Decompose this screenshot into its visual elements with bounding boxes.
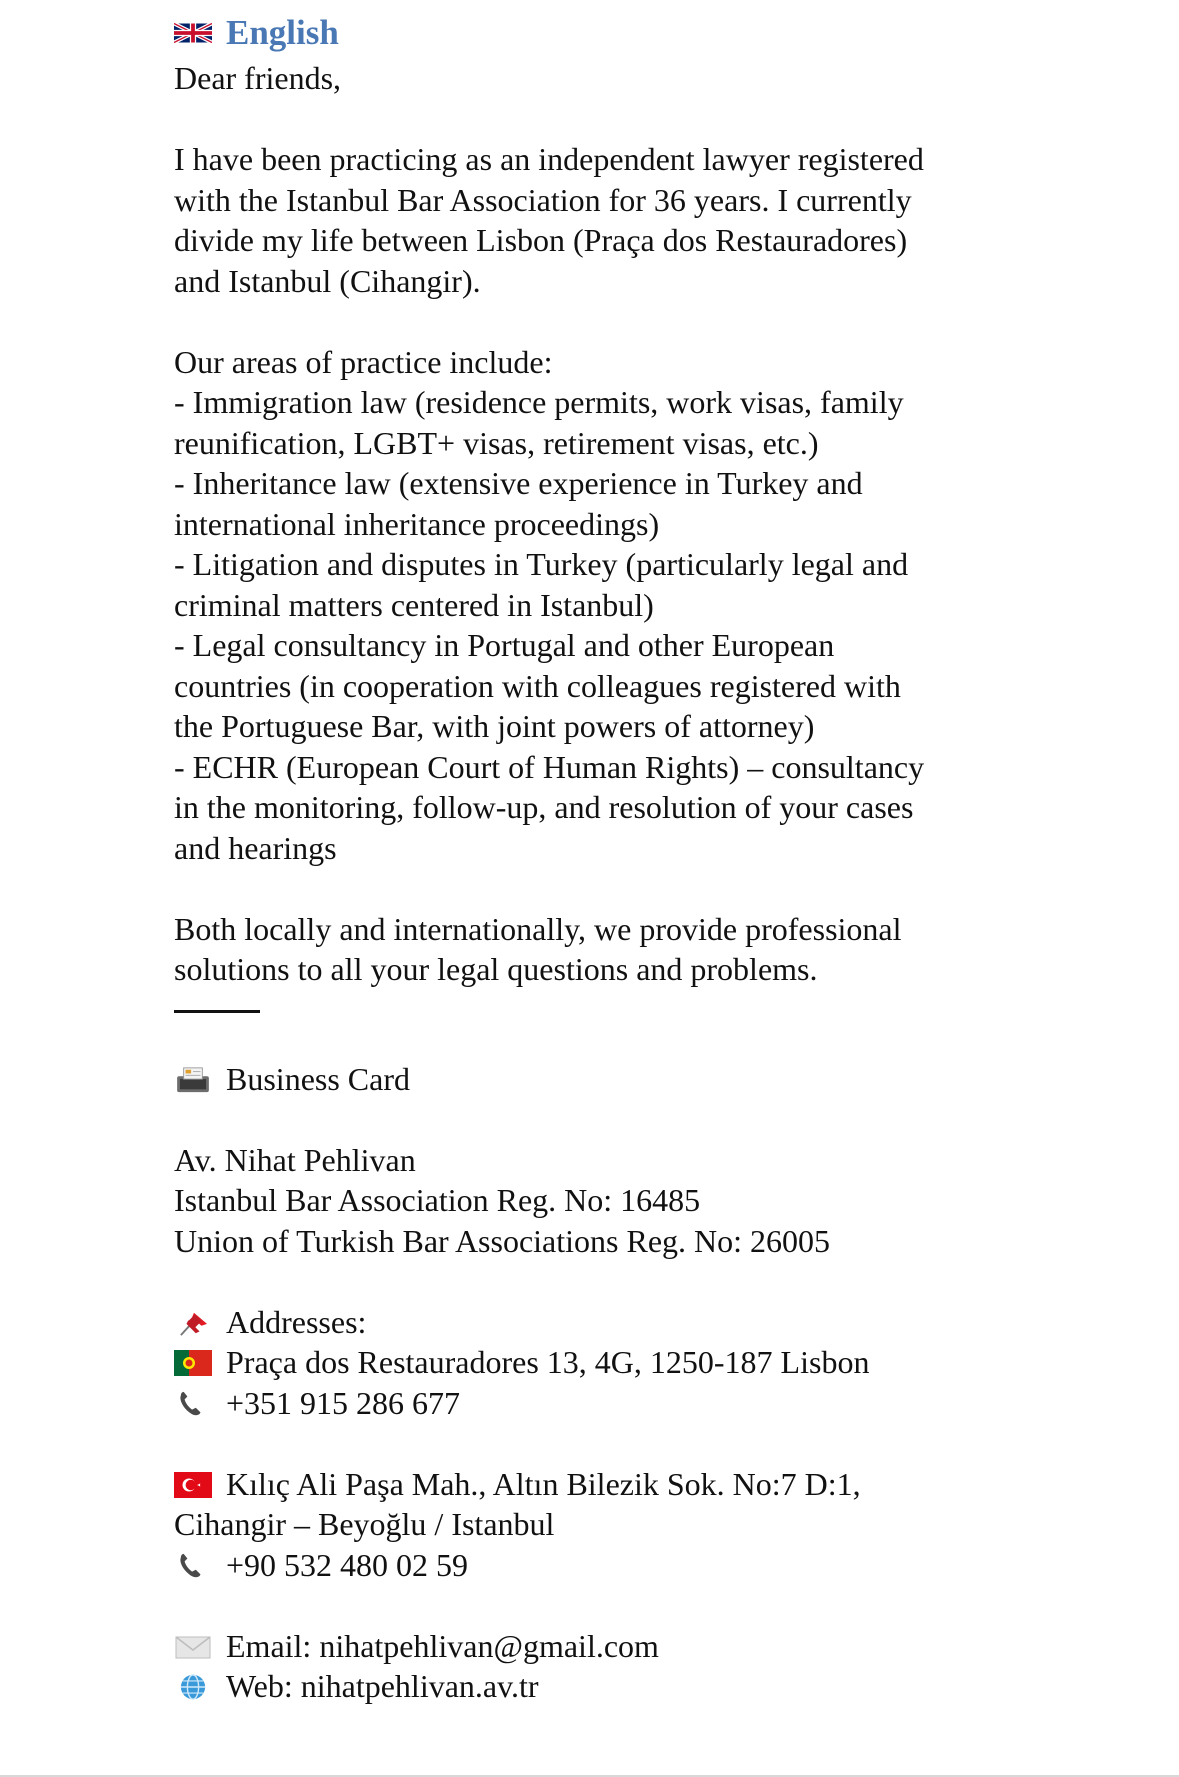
area-line: - Legal consultancy in Portugal and other European	[174, 627, 835, 663]
globe-icon	[174, 1673, 212, 1701]
area-line: criminal matters centered in Istanbul)	[174, 586, 654, 623]
lisbon-phone[interactable]: +351 915 286 677	[226, 1384, 461, 1421]
closing-paragraph	[174, 909, 1054, 990]
card-index-icon	[174, 1066, 212, 1094]
document-body	[174, 8, 1054, 1707]
istanbul-phone[interactable]: +90 532 480 02 59	[226, 1546, 469, 1583]
area-line: and hearings	[174, 829, 337, 866]
intro-line: divide my life between Lisbon (Praça dos Restauradores)	[174, 222, 908, 258]
phone-icon	[174, 1390, 212, 1418]
addresses-label: Addresses:	[226, 1303, 367, 1340]
section-heading	[174, 8, 1054, 58]
area-line: - Immigration law (residence permits, work visas, family	[174, 384, 904, 420]
card-title: Business Card	[226, 1060, 410, 1097]
business-card	[174, 1059, 1054, 1707]
card-title-row	[174, 1059, 1054, 1100]
envelope-icon	[174, 1633, 212, 1661]
area-line: countries (in cooperation with colleagues registered with	[174, 667, 901, 704]
areas-intro: Our areas of practice include:	[174, 343, 553, 380]
area-line: reunification, LGBT+ visas, retirement visas, etc.)	[174, 424, 819, 461]
area-line: - Inheritance law (extensive experience in Turkey and	[174, 465, 863, 501]
lawyer-name: Av. Nihat Pehlivan	[174, 1141, 416, 1178]
intro-paragraph	[174, 139, 1054, 301]
union-registration: Union of Turkish Bar Associations Reg. No: 26005	[174, 1222, 831, 1259]
turkey-flag-icon	[174, 1471, 212, 1499]
email-link[interactable]: Email: nihatpehlivan@gmail.com	[226, 1627, 659, 1664]
heading-label: English	[226, 12, 339, 52]
uk-flag-icon	[174, 19, 212, 47]
intro-line: and Istanbul (Cihangir).	[174, 262, 481, 299]
intro-line: with the Istanbul Bar Association for 36 years. I currently	[174, 181, 912, 218]
area-line: in the monitoring, follow-up, and resolution of your cases	[174, 789, 914, 825]
istanbul-phone-row[interactable]	[174, 1545, 1054, 1586]
web-link[interactable]: Web: nihatpehlivan.av.tr	[226, 1668, 539, 1704]
lisbon-address-row	[174, 1342, 1054, 1383]
intro-line: I have been practicing as an independent lawyer registered	[174, 141, 924, 177]
bar-registration: Istanbul Bar Association Reg. No: 16485	[174, 1182, 701, 1218]
closing-line: Both locally and internationally, we provide professional	[174, 910, 902, 947]
area-line: - ECHR (European Court of Human Rights) – consultancy	[174, 748, 925, 785]
portugal-flag-icon	[174, 1349, 212, 1377]
area-line: international inheritance proceedings)	[174, 505, 660, 542]
email-row[interactable]	[174, 1626, 1054, 1667]
pushpin-icon	[174, 1309, 212, 1337]
addresses-row	[174, 1302, 1054, 1343]
area-line: - Litigation and disputes in Turkey (particularly legal and	[174, 546, 909, 582]
istanbul-address-row	[174, 1464, 1054, 1505]
lisbon-phone-row[interactable]	[174, 1383, 1054, 1424]
greeting: Dear friends,	[174, 60, 342, 96]
istanbul-address-line-1: Kılıç Ali Paşa Mah., Altın Bilezik Sok. No:7 D:1,	[226, 1465, 861, 1502]
separator-rule	[174, 1010, 260, 1013]
phone-icon	[174, 1552, 212, 1580]
web-row[interactable]	[174, 1666, 1054, 1707]
lisbon-address: Praça dos Restauradores 13, 4G, 1250-187 Lisbon	[226, 1344, 870, 1380]
area-line: the Portuguese Bar, with joint powers of attorney)	[174, 708, 815, 744]
istanbul-address-line-2: Cihangir – Beyoğlu / Istanbul	[174, 1506, 555, 1542]
closing-line: solutions to all your legal questions and problems.	[174, 951, 818, 987]
practice-areas	[174, 342, 1054, 869]
